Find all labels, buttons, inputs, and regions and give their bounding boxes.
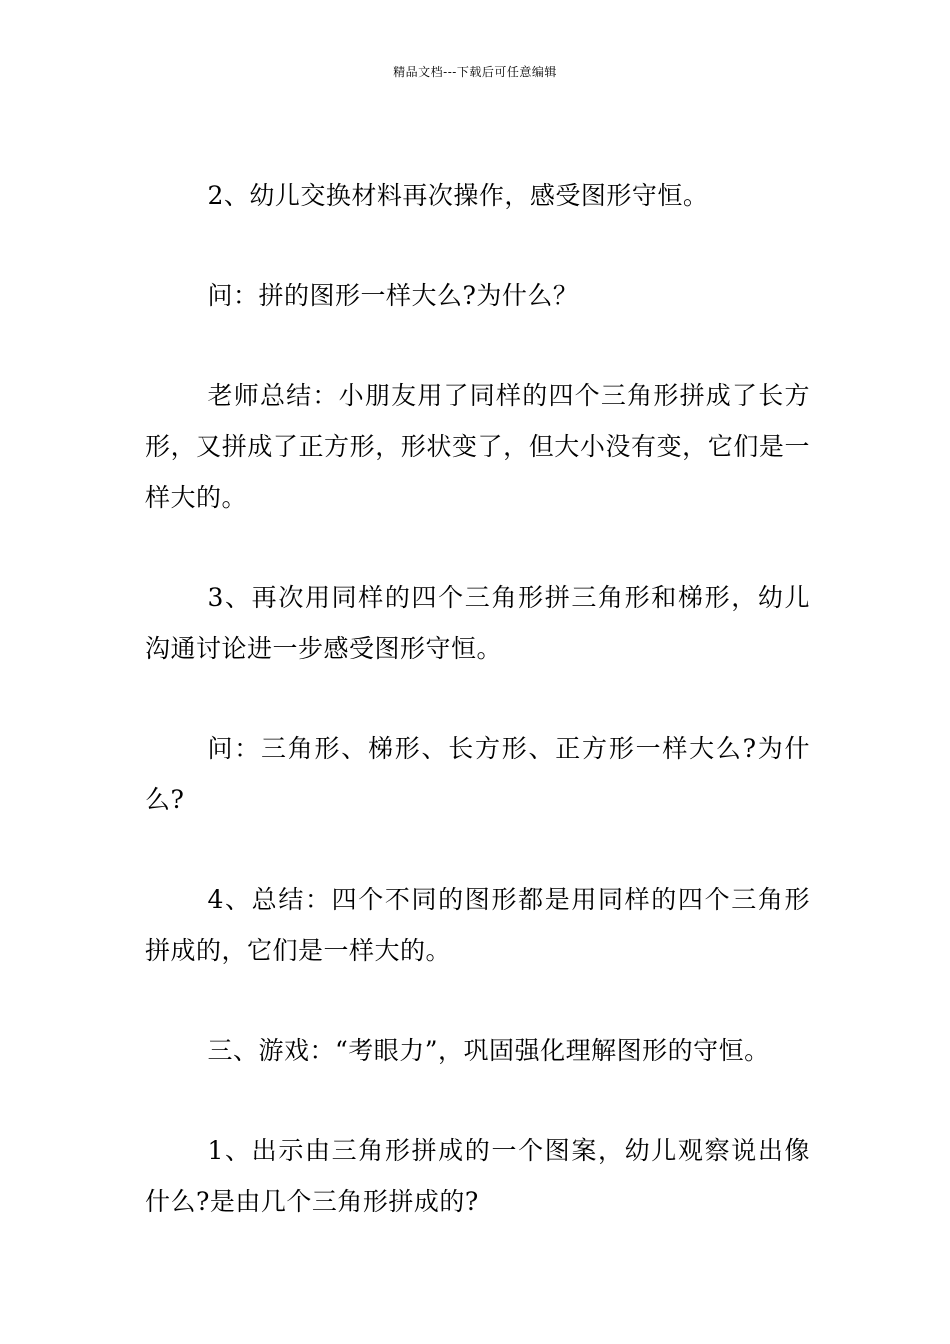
paragraph: 三、游戏：“考眼力”，巩固强化理解图形的守恒。 (207, 1036, 770, 1065)
paragraph: 问：拼的图形一样大么?为什么？ (207, 281, 579, 310)
paragraph: 1、出示由三角形拼成的一个图案，幼儿观察说出像什么?是由几个三角形拼成的? (145, 1136, 810, 1216)
paragraph: 3、再次用同样的四个三角形拼三角形和梯形，幼儿沟通讨论进一步感受图形守恒。 (145, 583, 810, 663)
paragraph: 4、总结：四个不同的图形都是用同样的四个三角形拼成的，它们是一样大的。 (145, 885, 810, 965)
paragraph: 问：三角形、梯形、长方形、正方形一样大么?为什么? (145, 734, 810, 814)
page-header: 精品文档---下载后可任意编辑 (393, 65, 557, 79)
document-body (145, 170, 810, 1276)
paragraph: 老师总结：小朋友用了同样的四个三角形拼成了长方形，又拼成了正方形，形状变了，但大小没有变，它们是一样大的。 (145, 381, 810, 512)
paragraph: 2、幼儿交换材料再次操作，感受图形守恒。 (207, 181, 709, 210)
